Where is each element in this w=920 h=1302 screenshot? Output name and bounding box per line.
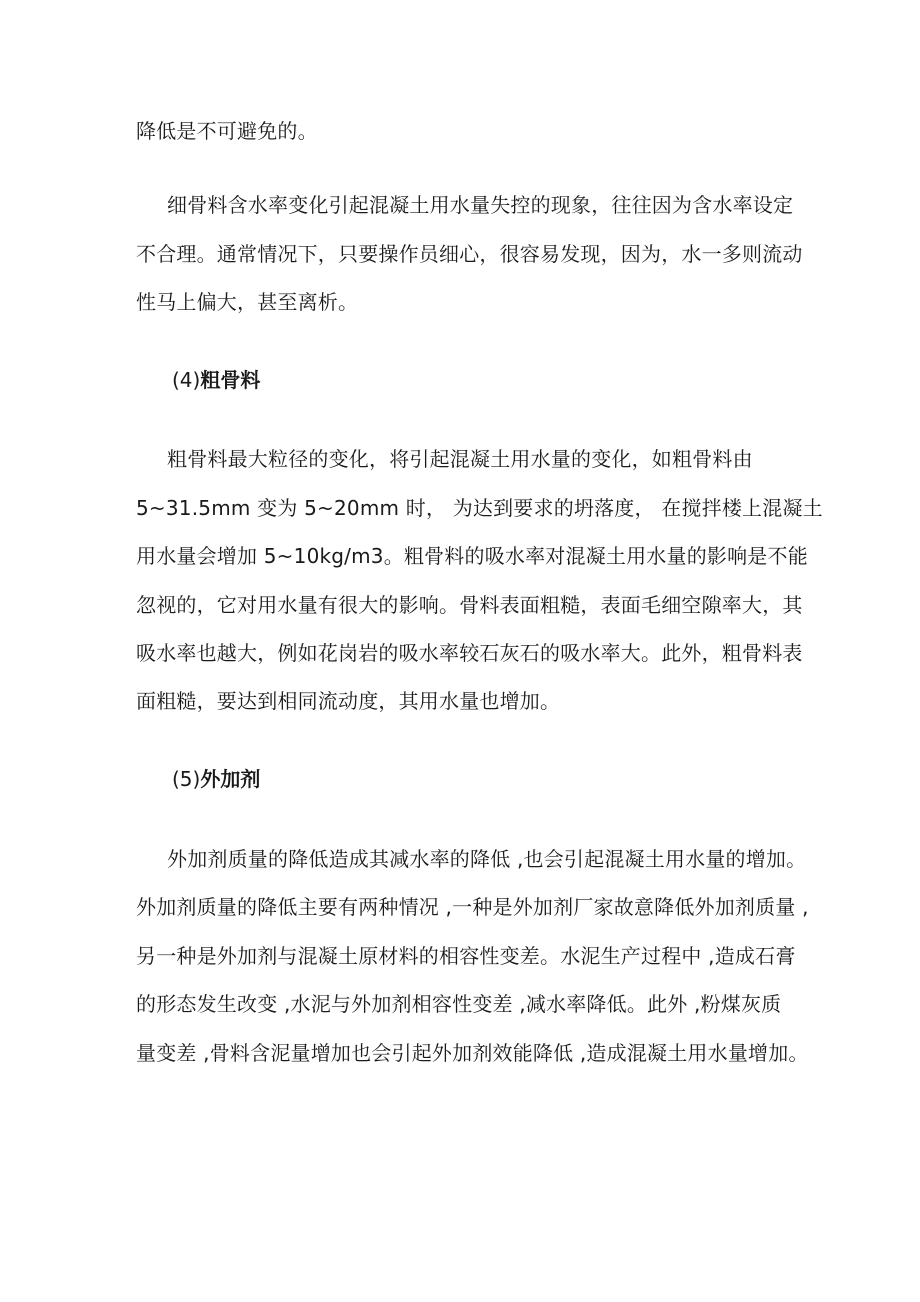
fine-aggregate-line-2: 不合理。通常情况下，只要操作员细心，很容易发现，因为，水一多则流动 xyxy=(136,242,803,266)
admixture-line-4: 的形态发生改变 ,水泥与外加剂相容性变差 ,减水率降低。此外 ,粉煤灰质 xyxy=(136,992,782,1016)
coarse-aggregate-line-5: 吸水率也越大，例如花岗岩的吸水率较石灰石的吸水率大。此外，粗骨料表 xyxy=(136,641,803,665)
admixture-line-3: 另一种是外加剂与混凝土原材料的相容性变差。水泥生产过程中 ,造成石膏 xyxy=(136,944,796,968)
admixture-line-1: 外加剂质量的降低造成其减水率的降低 ,也会引起混凝土用水量的增加。 xyxy=(167,847,807,871)
admixture-line-2: 外加剂质量的降低主要有两种情况 ,一种是外加剂厂家故意降低外加剂质量 , xyxy=(136,895,809,919)
coarse-aggregate-line-4: 忽视的，它对用水量有很大的影响。骨料表面粗糙，表面毛细空隙率大，其 xyxy=(136,593,803,617)
fine-aggregate-line-3: 性马上偏大，甚至离析。 xyxy=(136,290,359,314)
coarse-aggregate-line-3: 用水量会增加 5~10kg/m3。粗骨料的吸水率对混凝土用水量的影响是不能 xyxy=(136,544,808,568)
section-4-number: (4) xyxy=(172,368,201,392)
section-4-heading xyxy=(172,367,260,393)
intro-line: 降低是不可避免的。 xyxy=(136,119,318,143)
section-5-title: 外加剂 xyxy=(200,767,261,791)
section-5-heading xyxy=(172,766,260,792)
coarse-aggregate-line-6: 面粗糙，要达到相同流动度，其用水量也增加。 xyxy=(136,689,561,713)
admixture-line-5: 量变差 ,骨料含泥量增加也会引起外加剂效能降低 ,造成混凝土用水量增加。 xyxy=(136,1041,809,1065)
section-4-title: 粗骨料 xyxy=(200,368,261,392)
coarse-aggregate-line-2: 5~31.5mm 变为 5~20mm 时， 为达到要求的坍落度， 在搅拌楼上混凝土 xyxy=(136,496,823,520)
fine-aggregate-line-1: 细骨料含水率变化引起混凝土用水量失控的现象，往往因为含水率设定 xyxy=(167,193,794,217)
section-5-number: (5) xyxy=(172,767,201,791)
coarse-aggregate-line-1: 粗骨料最大粒径的变化，将引起混凝土用水量的变化，如粗骨料由 xyxy=(167,447,753,471)
